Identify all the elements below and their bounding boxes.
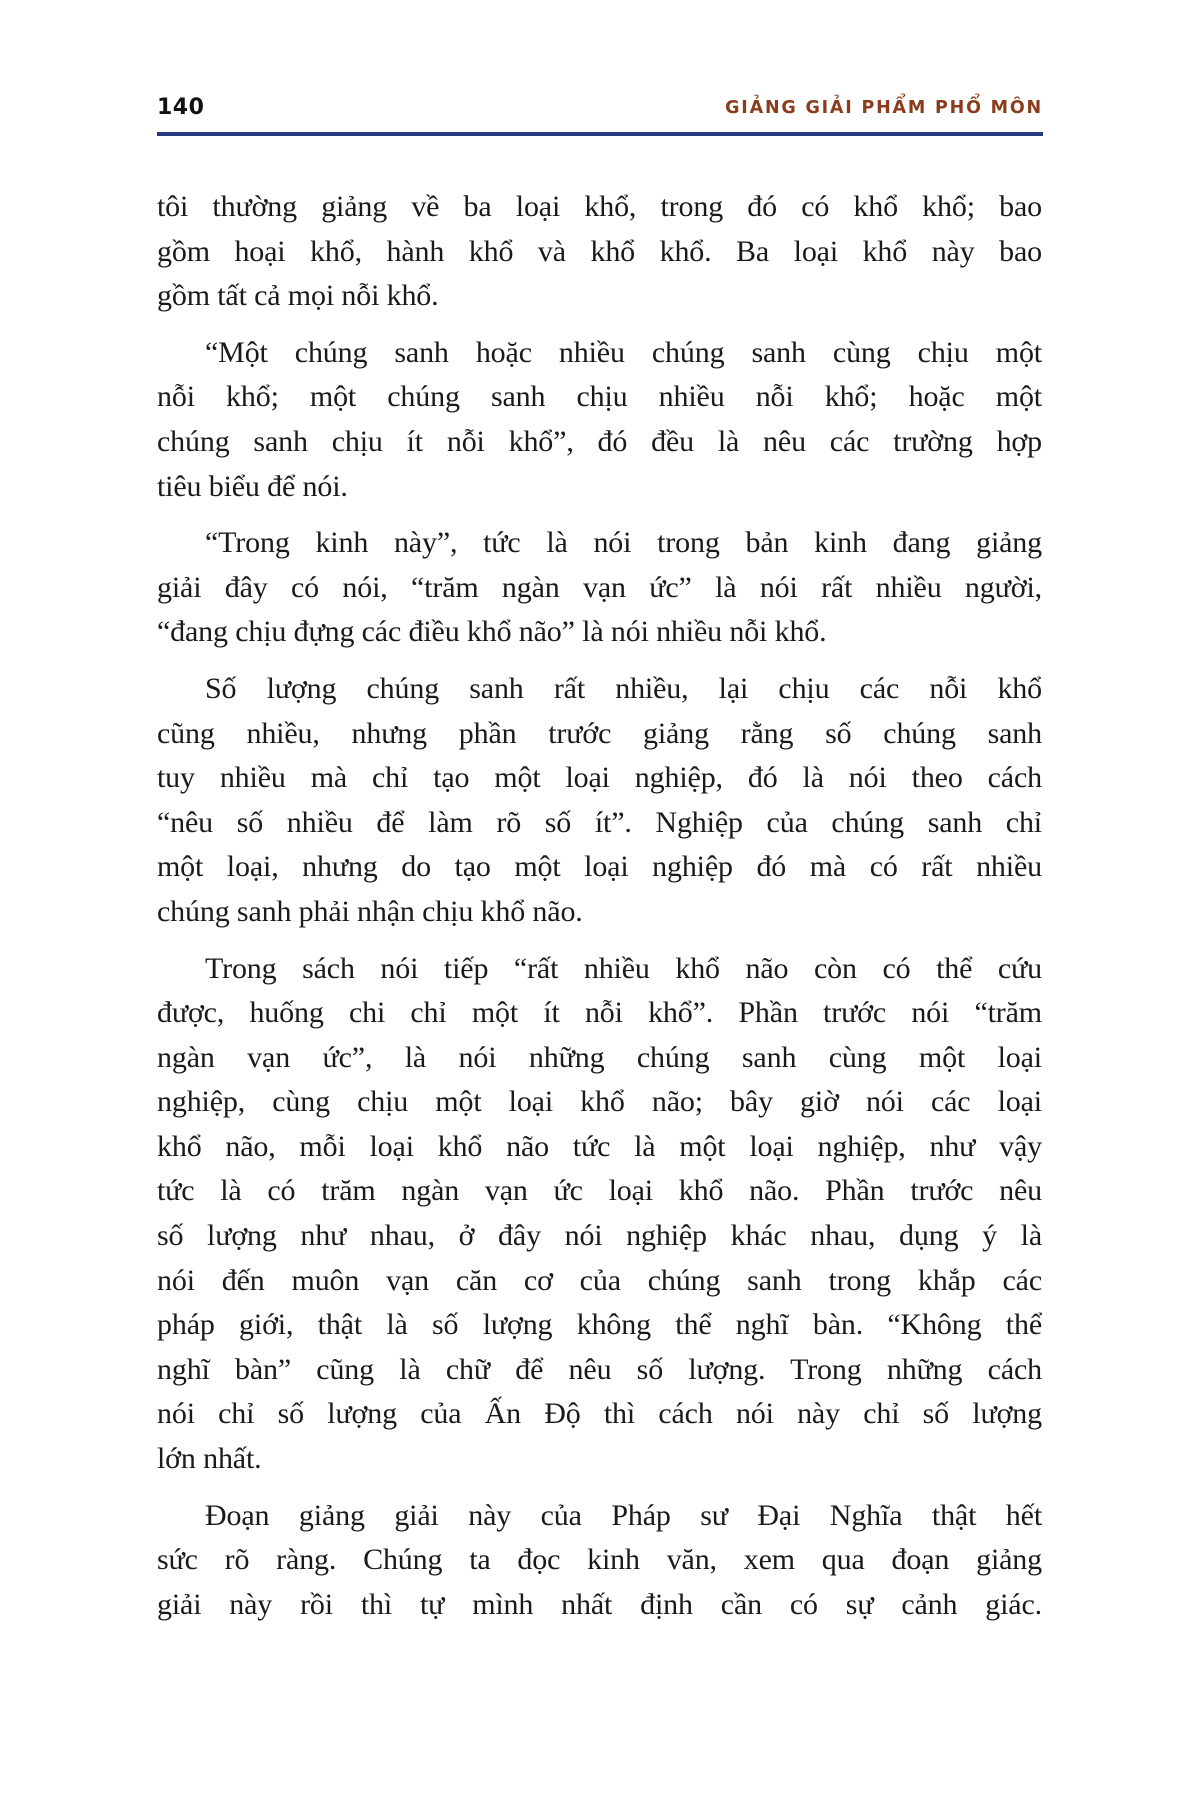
text-line: nói chỉ số lượng của Ấn Độ thì cách nói này chỉ số lượng: [157, 1397, 1042, 1431]
text-line: tuy nhiều mà chỉ tạo một loại nghiệp, đó là nói theo cách: [157, 761, 1042, 795]
text-line: nghiệp, cùng chịu một loại khổ não; bây giờ nói các loại: [157, 1085, 1042, 1119]
text-line: tôi thường giảng về ba loại khổ, trong đó có khổ khổ; bao: [157, 190, 1042, 223]
text-line: gồm tất cả mọi nỗi khổ.: [157, 279, 439, 313]
text-line: được, huống chi chỉ một ít nỗi khổ”. Phần trước nói “trăm: [157, 996, 1042, 1030]
text-line: Đoạn giảng giải này của Pháp sư Đại Nghĩa thật hết: [205, 1498, 1042, 1532]
header-rule: [157, 132, 1043, 136]
text-line: cũng nhiều, nhưng phần trước giảng rằng số chúng sanh: [157, 716, 1042, 750]
paragraph: [157, 521, 1042, 655]
text-line: gồm hoại khổ, hành khổ và khổ khổ. Ba loại khổ này bao: [157, 234, 1042, 268]
paragraph: [157, 947, 1042, 1482]
text-line: “Một chúng sanh hoặc nhiều chúng sanh cùng chịu một: [205, 335, 1042, 369]
text-line: giải đây có nói, “trăm ngàn vạn ức” là nói rất nhiều người,: [157, 570, 1042, 604]
body-text: [157, 185, 1042, 1639]
paragraph: [157, 331, 1042, 509]
text-line: nghĩ bàn” cũng là chữ để nêu số lượng. Trong những cách: [157, 1352, 1042, 1386]
page-number: 140: [157, 95, 205, 120]
running-title: GIẢNG GIẢI PHẨM PHỔ MÔN: [725, 98, 1043, 118]
text-line: sức rõ ràng. Chúng ta đọc kinh văn, xem qua đoạn giảng: [157, 1543, 1042, 1577]
text-line: tức là có trăm ngàn vạn ức loại khổ não. Phần trước nêu: [157, 1174, 1042, 1208]
paragraph: [157, 667, 1042, 935]
paragraph: [157, 185, 1042, 319]
page-header: [157, 96, 1043, 120]
paragraph: [157, 1494, 1042, 1628]
text-line: tiêu biểu để nói.: [157, 469, 348, 503]
text-line: chúng sanh chịu ít nỗi khổ”, đó đều là nêu các trường hợp: [157, 424, 1042, 458]
text-line: ngàn vạn ức”, là nói những chúng sanh cùng một loại: [157, 1040, 1042, 1074]
text-line: một loại, nhưng do tạo một loại nghiệp đó mà có rất nhiều: [157, 850, 1042, 884]
text-line: chúng sanh phải nhận chịu khổ não.: [157, 894, 583, 928]
text-line: nỗi khổ; một chúng sanh chịu nhiều nỗi khổ; hoặc một: [157, 380, 1042, 414]
text-line: lớn nhất.: [157, 1442, 262, 1476]
text-line: Trong sách nói tiếp “rất nhiều khổ não còn có thể cứu: [205, 951, 1042, 985]
text-line: “nêu số nhiều để làm rõ số ít”. Nghiệp của chúng sanh chỉ: [157, 805, 1042, 839]
text-line: “Trong kinh này”, tức là nói trong bản kinh đang giảng: [205, 526, 1042, 560]
text-line: Số lượng chúng sanh rất nhiều, lại chịu các nỗi khổ: [205, 671, 1042, 705]
text-line: giải này rồi thì tự mình nhất định cần có sự cảnh giác.: [157, 1587, 1042, 1621]
text-line: pháp giới, thật là số lượng không thể nghĩ bàn. “Không thể: [157, 1308, 1042, 1342]
text-line: “đang chịu đựng các điều khổ não” là nói nhiều nỗi khổ.: [157, 615, 827, 649]
text-line: nói đến muôn vạn căn cơ của chúng sanh trong khắp các: [157, 1263, 1042, 1297]
text-line: số lượng như nhau, ở đây nói nghiệp khác nhau, dụng ý là: [157, 1219, 1042, 1253]
text-line: khổ não, mỗi loại khổ não tức là một loại nghiệp, như vậy: [157, 1129, 1042, 1163]
